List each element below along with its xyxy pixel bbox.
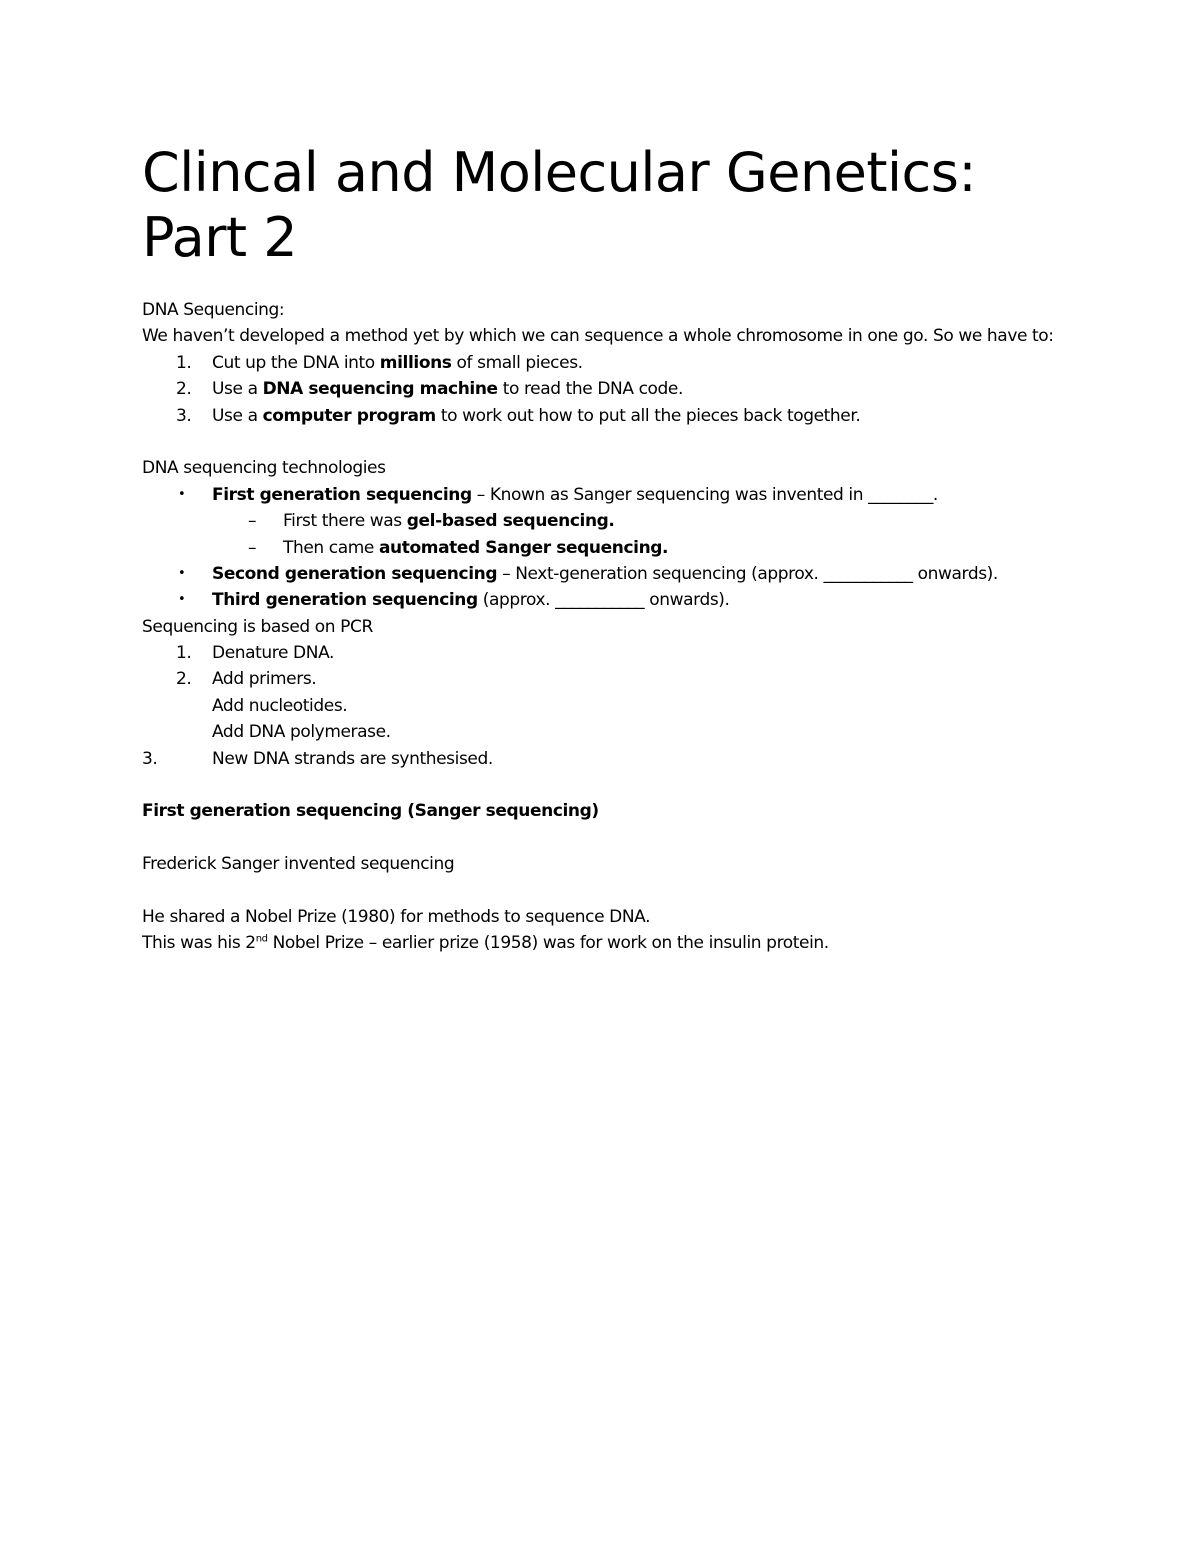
sub-bullet-item: – First there was gel-based sequencing. — [142, 508, 1062, 534]
list-item: 1. Denature DNA. — [142, 640, 1062, 666]
section-heading-sanger: First generation sequencing (Sanger sequencing) — [142, 801, 599, 822]
list-number: 3. — [176, 405, 192, 426]
list-item: 3. Use a computer program to work out how to put all the pieces back together. — [142, 403, 1062, 429]
bullet-item: • Second generation sequencing – Next-generation sequencing (approx. ___________ onwards). — [142, 561, 1062, 587]
bullet-icon: • — [178, 592, 186, 608]
dash-icon: – — [248, 537, 257, 558]
list-item: 1. Cut up the DNA into millions of small pieces. — [142, 350, 1062, 376]
list-item: 2. Use a DNA sequencing machine to read the DNA code. — [142, 376, 1062, 402]
list-item-continuation: Add nucleotides. — [212, 695, 348, 716]
bullet-icon: • — [178, 486, 186, 502]
list-number: 3. — [142, 748, 158, 769]
list-number: 1. — [176, 643, 192, 664]
document-body — [142, 297, 1062, 957]
list-number: 1. — [176, 352, 192, 373]
paragraph: This was his 2nd Nobel Prize – earlier prize (1958) was for work on the insulin protein. — [142, 933, 829, 954]
bold-term: millions — [379, 352, 452, 373]
section-heading-pcr: Sequencing is based on PCR — [142, 616, 373, 637]
sub-bullet-item: – Then came automated Sanger sequencing. — [142, 535, 1062, 561]
list-item-continuation: Add DNA polymerase. — [212, 722, 391, 743]
list-item: 3. New DNA strands are synthesised. — [142, 746, 1062, 772]
bold-term: computer program — [262, 405, 436, 426]
bullet-item: • First generation sequencing – Known as Sanger sequencing was invented in ________. — [142, 482, 1062, 508]
section-heading-technologies: DNA sequencing technologies — [142, 458, 386, 479]
section-heading-dna-sequencing: DNA Sequencing: — [142, 300, 285, 320]
page-title — [142, 140, 1142, 270]
title-line-2: Part 2 — [142, 206, 298, 269]
list-item: 2. Add primers. — [142, 666, 1062, 692]
list-number: 2. — [176, 669, 192, 690]
bullet-icon: • — [178, 565, 186, 581]
dash-icon: – — [248, 511, 257, 532]
title-line-1: Clincal and Molecular Genetics: — [142, 141, 977, 204]
bullet-item: • Third generation sequencing (approx. ___________ onwards). — [142, 587, 1062, 613]
intro-paragraph: We haven’t developed a method yet by which we can sequence a whole chromosome in one go. So we have to: — [142, 326, 1054, 347]
paragraph: He shared a Nobel Prize (1980) for methods to sequence DNA. — [142, 907, 651, 927]
list-number: 2. — [176, 379, 192, 400]
bold-term: DNA sequencing machine — [262, 379, 498, 400]
paragraph: Frederick Sanger invented sequencing — [142, 854, 455, 875]
